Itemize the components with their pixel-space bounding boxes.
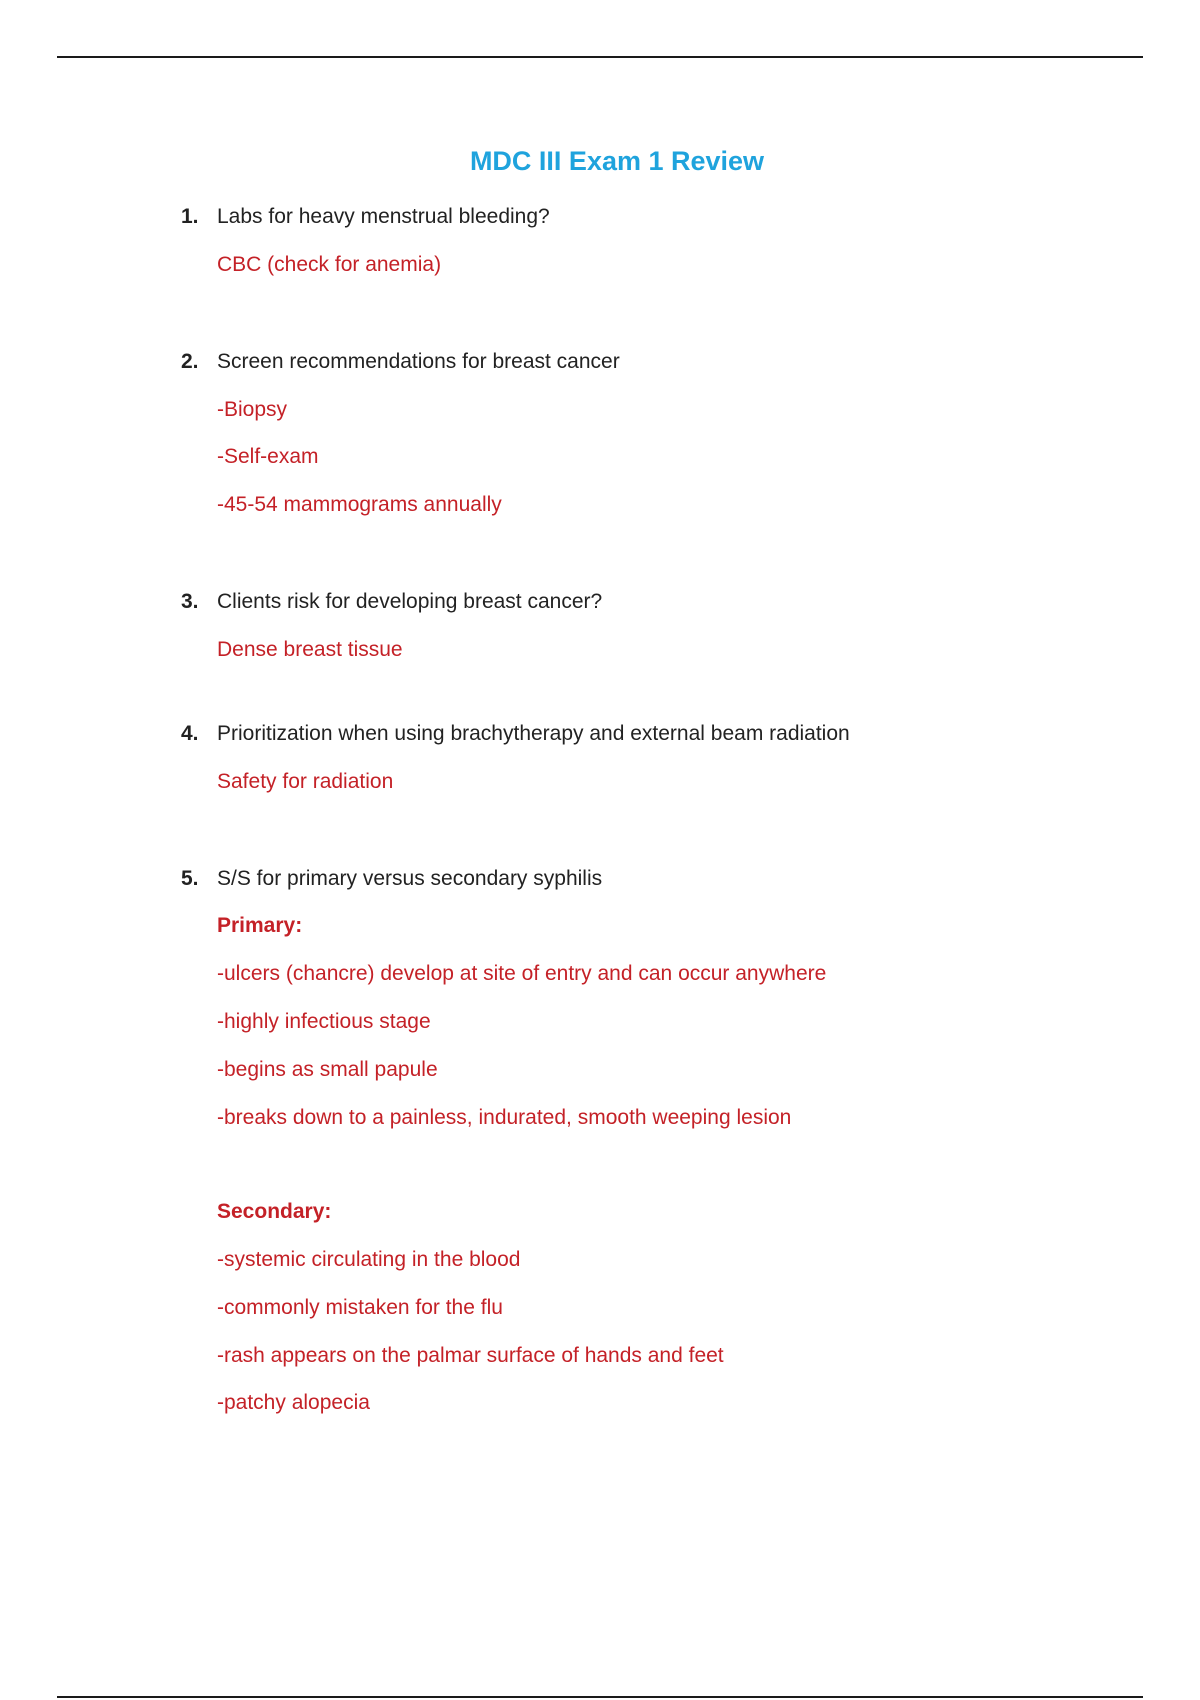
question-number: 4. — [181, 722, 199, 745]
question-row — [0, 347, 1200, 377]
answer-line: -highly infectious stage — [217, 1010, 431, 1033]
question-1 — [0, 202, 1200, 280]
primary-heading: Primary: — [217, 914, 303, 937]
answer-line: CBC (check for anemia) — [217, 253, 442, 276]
question-text: Clients risk for developing breast cancer? — [217, 590, 603, 613]
answer-line: -ulcers (chancre) develop at site of entry and can occur anywhere — [217, 962, 827, 985]
question-text: Prioritization when using brachytherapy and external beam radiation — [217, 722, 850, 745]
question-row — [0, 864, 1200, 894]
question-row — [0, 202, 1200, 232]
question-5 — [0, 864, 1200, 1418]
answer-line: -Biopsy — [217, 398, 288, 421]
top-rule — [57, 56, 1143, 58]
question-text: S/S for primary versus secondary syphilis — [217, 867, 603, 890]
question-text: Labs for heavy menstrual bleeding? — [217, 205, 550, 228]
answer-line: -Self-exam — [217, 445, 319, 468]
secondary-heading: Secondary: — [217, 1200, 332, 1223]
question-4 — [0, 719, 1200, 797]
answer-line: Safety for radiation — [217, 770, 394, 793]
answer-line: -commonly mistaken for the flu — [217, 1296, 503, 1319]
answer-line: -breaks down to a painless, indurated, smooth weeping lesion — [217, 1106, 792, 1129]
question-row — [0, 719, 1200, 749]
question-number: 5. — [181, 867, 199, 890]
question-number: 2. — [181, 350, 199, 373]
question-number: 3. — [181, 590, 199, 613]
answer-line: Dense breast tissue — [217, 638, 403, 661]
question-text: Screen recommendations for breast cancer — [217, 350, 620, 373]
question-2 — [0, 347, 1200, 520]
answer-line: -45-54 mammograms annually — [217, 493, 502, 516]
answer-line: -systemic circulating in the blood — [217, 1248, 521, 1271]
question-row — [0, 587, 1200, 617]
question-list — [0, 202, 1200, 1418]
question-number: 1. — [181, 205, 199, 228]
answer-line: -begins as small papule — [217, 1058, 438, 1081]
question-3 — [0, 587, 1200, 665]
answer-line: -patchy alopecia — [217, 1391, 370, 1414]
bottom-rule — [57, 1696, 1143, 1698]
answer-line: -rash appears on the palmar surface of hands and feet — [217, 1344, 724, 1367]
page-title: MDC III Exam 1 Review — [469, 146, 765, 176]
